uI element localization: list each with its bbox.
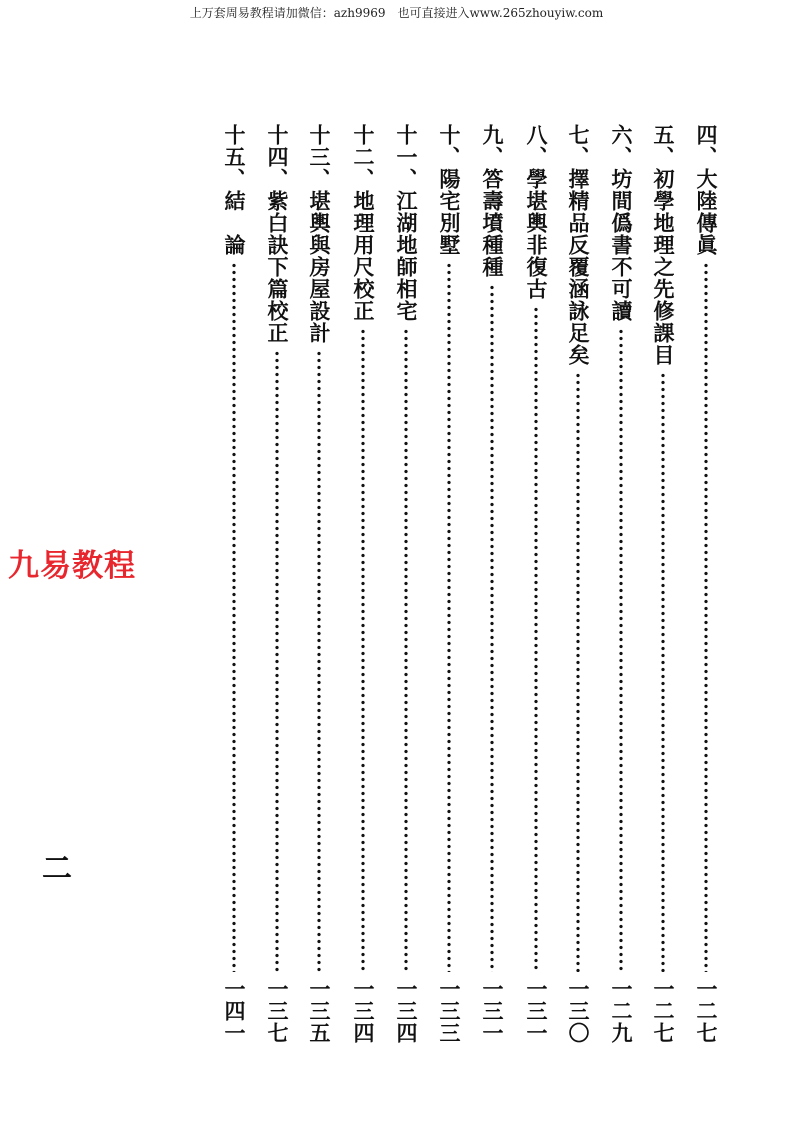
dot-leader [490, 284, 494, 972]
toc-entry [605, 124, 637, 1044]
toc-entry-title: 十四、紫白訣下篇校正 [265, 124, 290, 344]
dot-leader [619, 328, 623, 972]
toc-entry-title: 十五、結 論 [222, 124, 247, 256]
toc-entry-page: 一三〇 [566, 978, 591, 1044]
dot-leader [704, 262, 708, 972]
toc-entry-title: 十一、江湖地師相宅 [394, 124, 419, 322]
toc-entry-page: 一三五 [307, 978, 332, 1044]
toc-entry-title: 十三、堪輿與房屋設計 [307, 124, 332, 344]
dot-leader [576, 372, 580, 972]
toc-entry [433, 124, 465, 1044]
toc-entry [476, 124, 508, 1044]
page-number: 二 [36, 852, 71, 882]
toc-entry-page: 一四一 [222, 978, 247, 1044]
toc-entry-page: 一二九 [609, 978, 634, 1044]
toc-entry-title: 四、大陸傳眞 [694, 124, 719, 256]
dot-leader [534, 306, 538, 972]
toc-entry [647, 124, 679, 1044]
toc-entry-title: 七、擇精品反覆涵詠足矣 [566, 124, 591, 366]
watermark-logo: 九易教程 [8, 548, 136, 584]
toc-entry-page: 一三三 [437, 978, 462, 1044]
toc-entry-page: 一三四 [394, 978, 419, 1044]
toc-entry-title: 八、學堪輿非復古 [524, 124, 549, 300]
toc-entry-title: 五、初學地理之先修課目 [651, 124, 676, 366]
toc-entry [218, 124, 250, 1044]
dot-leader [275, 350, 279, 972]
toc-entry-page: 一二七 [651, 978, 676, 1044]
dot-leader [232, 262, 236, 972]
toc-entry-page: 一三七 [265, 978, 290, 1044]
toc-entry-page: 一三一 [524, 978, 549, 1044]
dot-leader [404, 328, 408, 972]
toc-entry-title: 九、答壽墳種種 [480, 124, 505, 278]
header-banner: 上万套周易教程请加微信：azh9969 也可直接进入www.265zhouyiw.com [189, 6, 604, 20]
toc-entry [303, 124, 335, 1044]
toc-entry [520, 124, 552, 1044]
toc-entry [390, 124, 422, 1044]
dot-leader [661, 372, 665, 972]
toc-entry [562, 124, 594, 1044]
toc-entry-page: 一三一 [480, 978, 505, 1044]
toc-entry [347, 124, 379, 1044]
toc-entry [261, 124, 293, 1044]
toc-entry-title: 十二、地理用尺校正 [351, 124, 376, 322]
toc-entry-page: 一三四 [351, 978, 376, 1044]
dot-leader [447, 262, 451, 972]
dot-leader [361, 328, 365, 972]
toc-entry [690, 124, 722, 1044]
dot-leader [317, 350, 321, 972]
toc-entry-title: 六、坊間僞書不可讀 [609, 124, 634, 322]
toc-entry-title: 十、陽宅別墅 [437, 124, 462, 256]
toc-entry-page: 一二七 [694, 978, 719, 1044]
